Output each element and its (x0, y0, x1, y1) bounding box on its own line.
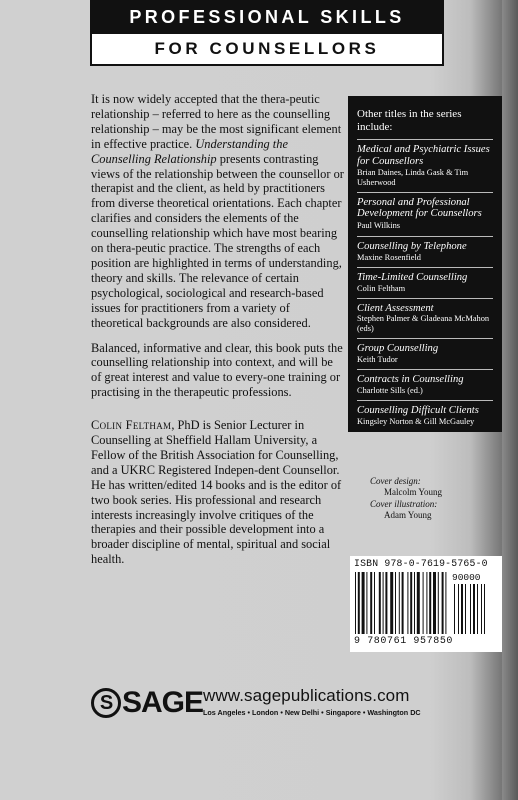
barcode-bar (402, 572, 404, 634)
barcode-bar (395, 572, 396, 634)
barcode-bar (399, 572, 400, 634)
barcode-bar (383, 572, 384, 634)
publisher-block (91, 686, 421, 726)
publisher-cities: Los Angeles • London • New Delhi • Singapore • Washington DC (203, 708, 421, 717)
barcode-addon: 90000 (452, 572, 481, 583)
series-item-title: Personal and Professional Development for Counsellors Paul Wilkins (357, 196, 482, 231)
barcode-addon-bar (477, 584, 478, 634)
author-bio (91, 418, 345, 567)
series-list (357, 139, 493, 431)
barcode-bar (445, 572, 446, 634)
barcode-bar (366, 572, 367, 634)
barcode-bar (423, 572, 424, 634)
barcode-addon-bar (458, 584, 459, 634)
series-item (357, 338, 493, 369)
spine-edge (502, 0, 518, 800)
series-item-authors: Brian Daines, Linda Gask & Tim Usherwood (357, 167, 469, 187)
barcode-bar (426, 572, 427, 634)
cover-illustration-label: Cover illustration: (370, 499, 438, 509)
series-item (357, 192, 493, 236)
barcode-bar (370, 572, 372, 634)
series-item-title: Counselling Difficult Clients (357, 404, 479, 416)
book-description (91, 92, 345, 577)
series-item-title: Client Assessment (357, 302, 434, 314)
series-name-line2: FOR COUNSELLORS (91, 33, 443, 65)
sage-logo-circle-icon: S (91, 688, 121, 718)
barcode-bar (362, 572, 365, 634)
series-item (357, 236, 493, 267)
publisher-url: www.sagepublications.com (203, 686, 410, 705)
barcode-addon-bar (484, 584, 485, 634)
series-item-author: Paul Wilkins (357, 221, 401, 231)
barcode-bar (429, 572, 431, 634)
barcode-bar (417, 572, 420, 634)
barcode-addon-bar (454, 584, 455, 634)
barcode (350, 556, 502, 652)
series-item-authors: Maxine Rosenfield (357, 252, 421, 262)
series-item-authors: Stephen Palmer & Gladeana McMahon (eds) (357, 314, 490, 334)
cover-illustration-name: Adam Young (384, 509, 432, 520)
series-item-authors: Kingsley Norton & Gill McGauley (357, 416, 475, 426)
isbn-number: ISBN 978-0-7619-5765-0 (354, 558, 488, 569)
series-name-line1: PROFESSIONAL SKILLS (129, 7, 405, 27)
series-item-title: Group Counselling (357, 343, 439, 355)
series-item-authors: Keith Tudor (357, 355, 398, 365)
series-item-title: Contracts in Counselling (357, 374, 464, 386)
author-bio-text: , PhD is Senior Lecturer in Counselling at Sheffield Hallam University, a Fellow of the British Association for Counselling, and a UKRC Registered Indepen-dent Counsellor. He has written/edited 14 books and is the editor of two book series. His professional and research interests increasingly involve critiques of the therapies and their possible development into a broader discipline of mental, spiritual and social health. (91, 418, 342, 567)
series-header (90, 0, 444, 66)
description-intro: It is now widely accepted that the thera-peutic relationship – referred to here as the counselling relationship – may be the most significant element in effective practice. (91, 92, 342, 151)
ean-digits: 9 780761 957850 (354, 636, 454, 647)
description-paragraph-2: Balanced, informative and clear, this book puts the counselling relationship into context, and will be of great interest and value to every-one training or practising in the therapeutic professions. (91, 340, 343, 400)
sage-logo-text: SAGE (122, 686, 204, 719)
barcode-bar (433, 572, 436, 634)
series-item-title: Time-Limited Counselling (357, 271, 468, 283)
barcode-addon-bar (481, 584, 482, 634)
barcode-bar (374, 572, 375, 634)
barcode-bar (407, 572, 408, 634)
author-name: Colin Feltham (91, 418, 172, 433)
series-item (357, 400, 493, 431)
barcode-addon-bar (473, 584, 475, 634)
barcode-addon-bar (465, 584, 466, 634)
barcode-bar (410, 572, 412, 634)
barcode-bar (385, 572, 387, 634)
description-paragraph-1 (91, 92, 345, 331)
barcode-bar (355, 572, 356, 634)
barcode-bar (442, 572, 444, 634)
series-item-title: Medical and Psychiatric Issues for Counsellors (357, 144, 490, 167)
sage-logo (91, 686, 203, 720)
barcode-addon-bar (461, 584, 463, 634)
cover-design-label: Cover design: (370, 476, 421, 486)
series-item (357, 267, 493, 298)
series-item (357, 139, 493, 192)
cover-design-name: Malcolm Young (384, 486, 443, 497)
series-titles-panel (348, 96, 502, 432)
cover-credits (356, 476, 476, 522)
series-item (357, 298, 493, 339)
description-body: presents contrasting views of the relationship between the counsellor or therapist and the client, as held by practitioners from diverse theoretical orientations. Each chapter clarifies and considers the elements of the counselling relationship which have most bearing on thera-peutic practice. The strengths of each position are highlighted in terms of understanding, theory and skills. The relevance of certain psychological, sociological and research-based issues for practitioners from a variety of theoretical backgrounds are also considered. (91, 151, 344, 330)
barcode-addon-bar (470, 584, 471, 634)
barcode-bar (358, 572, 360, 634)
barcode-bar (390, 572, 393, 634)
barcode-bar (379, 572, 381, 634)
barcode-bar (414, 572, 415, 634)
book-title-inline: Understanding the Counselling Relationship (91, 136, 288, 166)
barcode-bar (438, 572, 439, 634)
series-item-authors: Charlotte Sills (ed.) (357, 385, 423, 395)
series-intro: Other titles in the series include: (357, 108, 462, 133)
series-item-authors: Colin Feltham (357, 283, 406, 293)
series-item-title: Counselling by Telephone (357, 240, 467, 252)
series-item (357, 369, 493, 400)
